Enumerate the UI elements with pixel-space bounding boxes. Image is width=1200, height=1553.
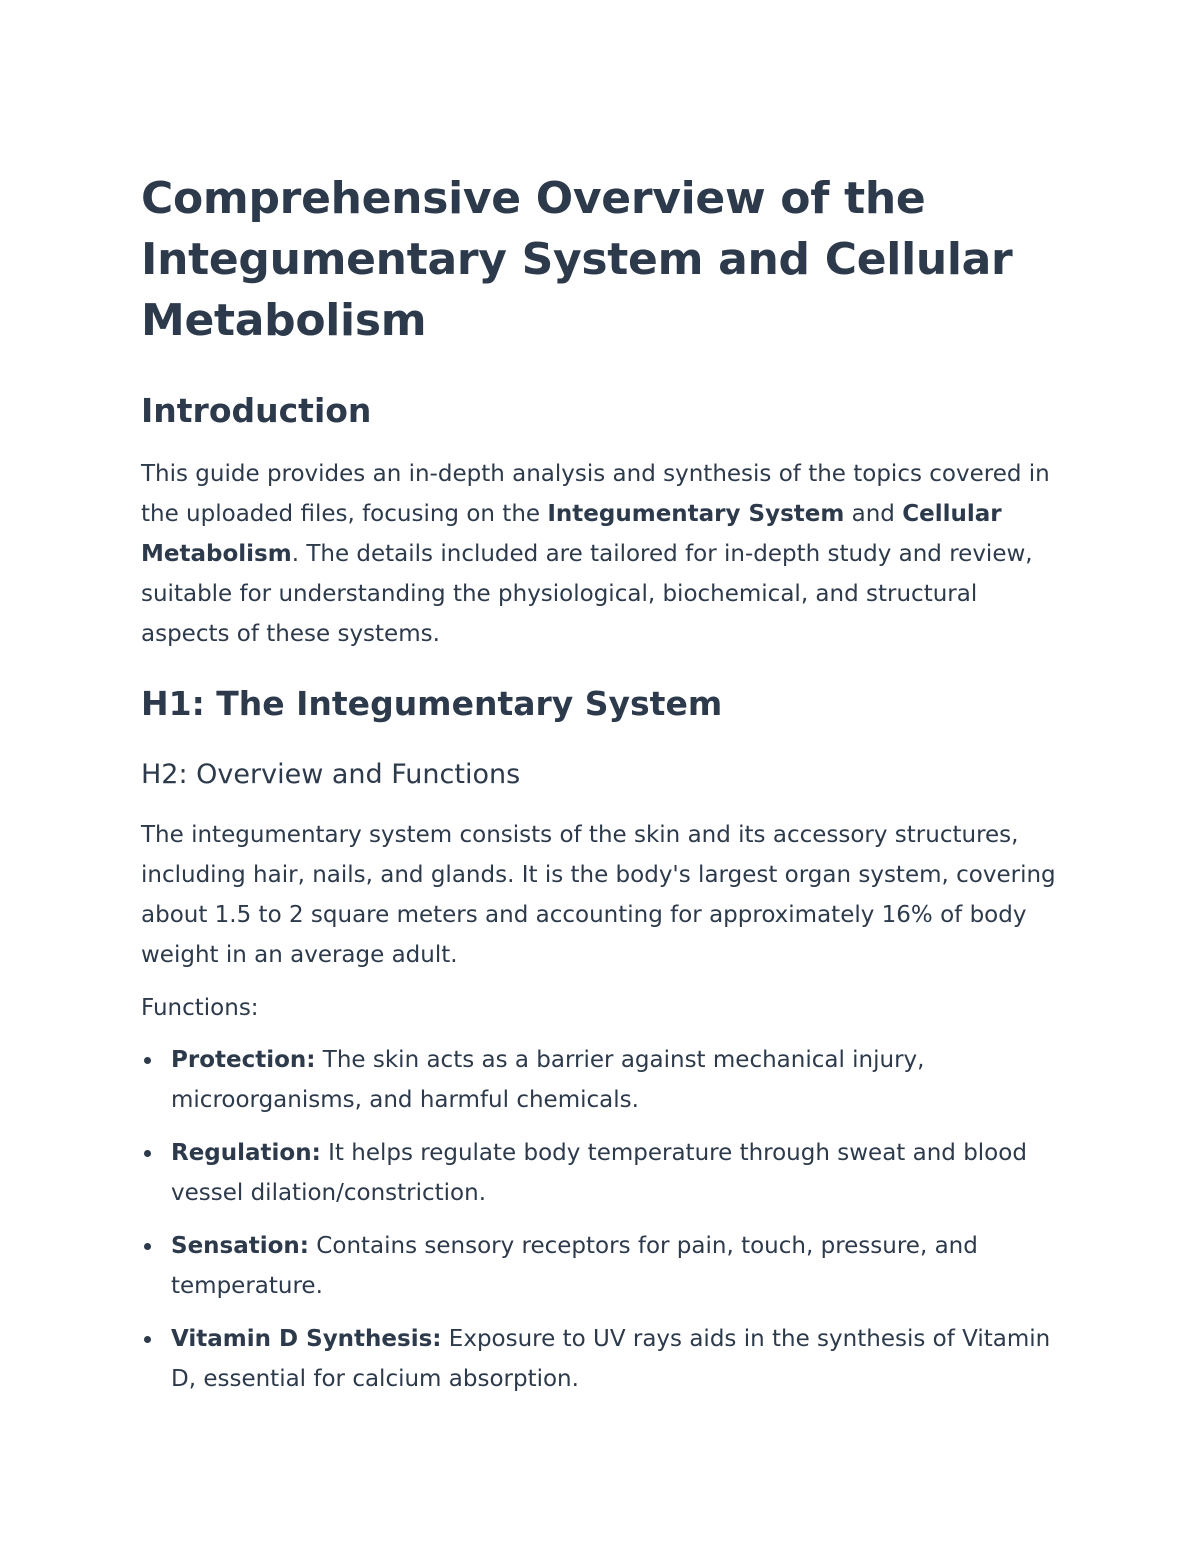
function-term: Regulation: (171, 1140, 321, 1166)
function-text: Exposure to UV rays aids in the synthesis of Vitamin D, essential for calcium absorption. (171, 1326, 1051, 1392)
function-item-protection (141, 1040, 1071, 1120)
introduction-heading: Introduction (141, 391, 372, 430)
function-term: Vitamin D Synthesis: (171, 1326, 442, 1352)
introduction-paragraph (141, 454, 1071, 654)
function-text: The skin acts as a barrier against mechanical injury, microorganisms, and harmful chemicals. (171, 1047, 925, 1113)
function-text: Contains sensory receptors for pain, touch, pressure, and temperature. (171, 1233, 978, 1299)
document-title: Comprehensive Overview of the Integumentary System and Cellular Metabolism (141, 173, 1013, 346)
intro-text-1: This guide provides an in-depth analysis and synthesis of the topics covered in the uploaded files, focusing on the (141, 461, 1050, 527)
intro-text-3: . The details included are tailored for in-depth study and review, suitable for understanding the physiological, biochemical, and structural aspects of these systems. (141, 541, 1033, 647)
functions-label: Functions: (141, 995, 259, 1021)
function-item-vitamin-d (141, 1319, 1071, 1399)
function-text: It helps regulate body temperature through sweat and blood vessel dilation/constriction. (171, 1140, 1027, 1206)
intro-bold-integumentary: Integumentary System (547, 501, 845, 527)
bullet-dot-icon (144, 1057, 151, 1064)
overview-paragraph: The integumentary system consists of the skin and its accessory structures, including hair, nails, and glands. It is the body's largest organ system, covering about 1.5 to 2 square meters and accounting for approximately 16% of body weight in an average adult. (141, 822, 1056, 968)
section-h2-heading: H2: Overview and Functions (141, 759, 521, 790)
function-item-regulation (141, 1133, 1071, 1213)
bullet-dot-icon (144, 1243, 151, 1250)
section-h1-heading: H1: The Integumentary System (141, 684, 723, 723)
bullet-dot-icon (144, 1150, 151, 1157)
document-page (141, 168, 1071, 1412)
intro-text-2: and (844, 501, 903, 527)
intro-bold-metabolism: Cellular Metabolism (141, 501, 1002, 567)
functions-list (141, 1040, 1071, 1399)
function-term: Protection: (171, 1047, 316, 1073)
bullet-dot-icon (144, 1336, 151, 1343)
function-item-sensation (141, 1226, 1071, 1306)
function-term: Sensation: (171, 1233, 309, 1259)
